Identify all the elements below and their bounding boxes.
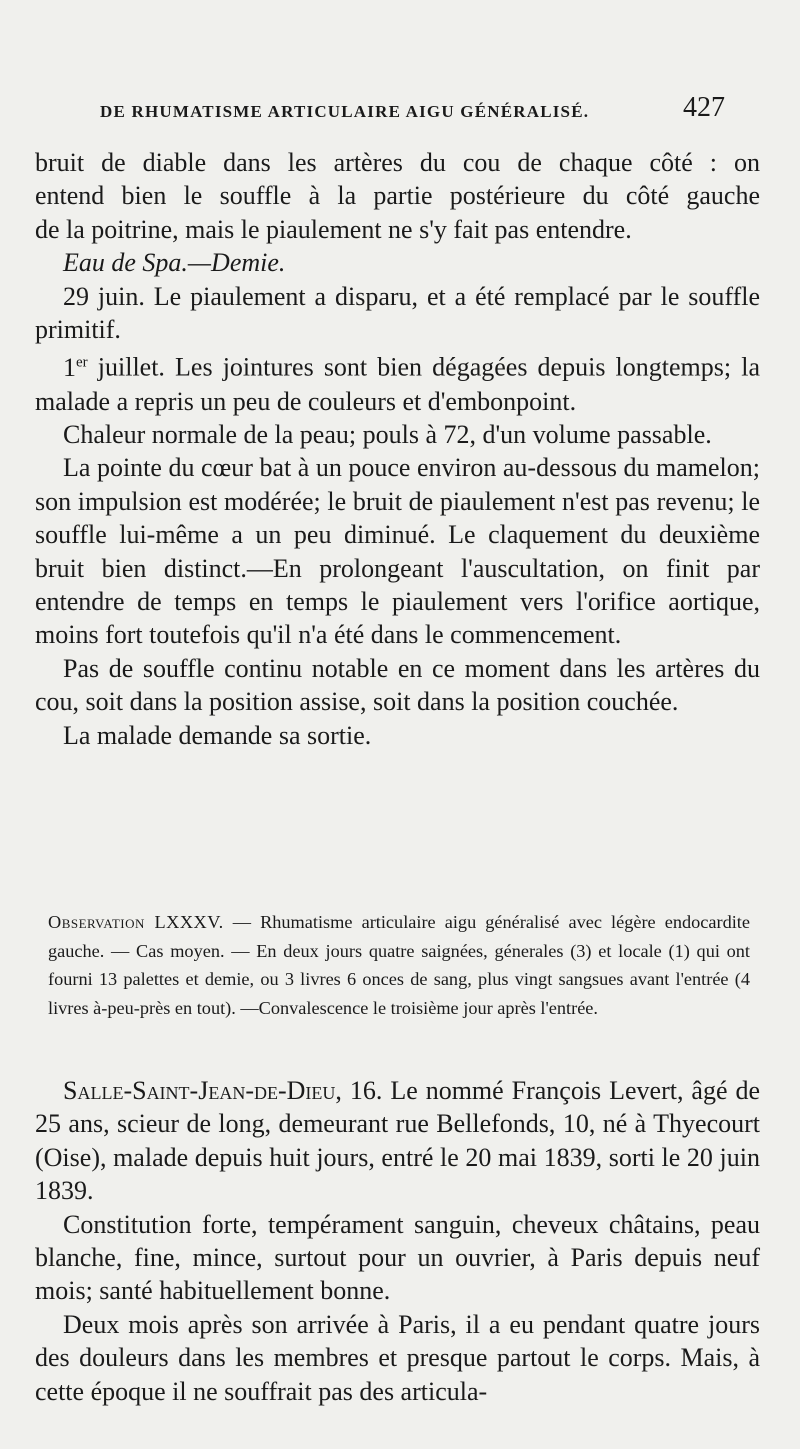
paragraph-july-1-text: juillet. Les jointures sont bien dégagées depuis longtemps; la malade a repris un peu de couleurs et d'embonpoint. [35,353,760,416]
page-header [100,92,725,126]
running-title: DE RHUMATISME ARTICULAIRE AIGU GÉNÉRALISÉ. [100,102,590,121]
text-line: de la poitrine, mais le piaulement ne s'y fait pas entendre. [35,214,632,244]
paragraph-ward-text: , 16. Le nommé François Levert, âgé de 25 ans, scieur de long, demeurant rue Bellefonds, 10, né à Thyecourt (Oise), malade depuis huit jours, entré le 20 mai 1839, sorti le 20 juin 1839. [35,1076,760,1206]
observation-summary [48,908,750,1022]
date-ordinal: 1er [63,353,88,383]
paragraph-arteries: Pas de souffle continu notable en ce moment dans les artères du cou, soit dans la position assise, soit dans la position couchée. [35,653,760,717]
observation-text: — Rhumatisme articulaire aigu généralisé avec légère endocardite gauche. — Cas moyen. — En deux jours quatre saignées, génerales (3) et locale (1) qui ont fourni 13 palettes et demie, ou 3 livres 6 onces de sang, plus vingt sangsues avant l'entrée (4 livres à-peu-près en tout). —Convalescence le troisième jour après l'entrée. [48,912,751,1018]
ward-name: Salle-Saint-Jean-de-Dieu [63,1076,336,1105]
text-line: entend bien le souffle à la partie postérieure du côté gauche [35,181,760,211]
paragraph-june-29: 29 juin. Le piaulement a disparu, et a été remplacé par le souffle primitif. [35,281,760,345]
page-number: 427 [683,92,725,123]
paragraph-july-1 [35,346,760,417]
paragraph-ward [35,1074,760,1208]
main-text-upper [35,146,760,752]
observation-paragraph [48,908,750,1022]
paragraph-history: Deux mois après son arrivée à Paris, il a eu pendant quatre jours des douleurs dans les membres et presque partout le corps. Mais, à cette époque il ne souffrait pas des articula- [35,1309,760,1406]
main-text-lower [35,1074,760,1408]
paragraph-discharge: La malade demande sa sortie. [63,720,372,750]
paragraph-temperature: Chaleur normale de la peau; pouls à 72, d'un volume passable. [63,419,712,449]
observation-heading: Observation LXXXV. [48,912,224,932]
text-line: bruit de diable dans les artères du cou de chaque côté : on [35,148,760,177]
paragraph-constitution: Constitution forte, tempérament sanguin, cheveux châtains, peau blanche, fine, mince, surtout pour un ouvrier, à Paris depuis neuf mois; santé habituellement bonne. [35,1209,760,1306]
paragraph-heart: La pointe du cœur bat à un pouce environ au-dessous du mamelon; son impulsion est modérée; le bruit de piaulement n'est pas revenu; le souffle lui-même a un peu diminué. Le claquement du deuxième bruit bien distinct.—En prolongeant l'auscultation, on finit par entendre de temps en temps le piaulement vers l'orifice aortique, moins fort toutefois qu'il n'a été dans le commencement. [35,453,760,650]
treatment-note: Eau de Spa.—Demie. [63,248,286,278]
